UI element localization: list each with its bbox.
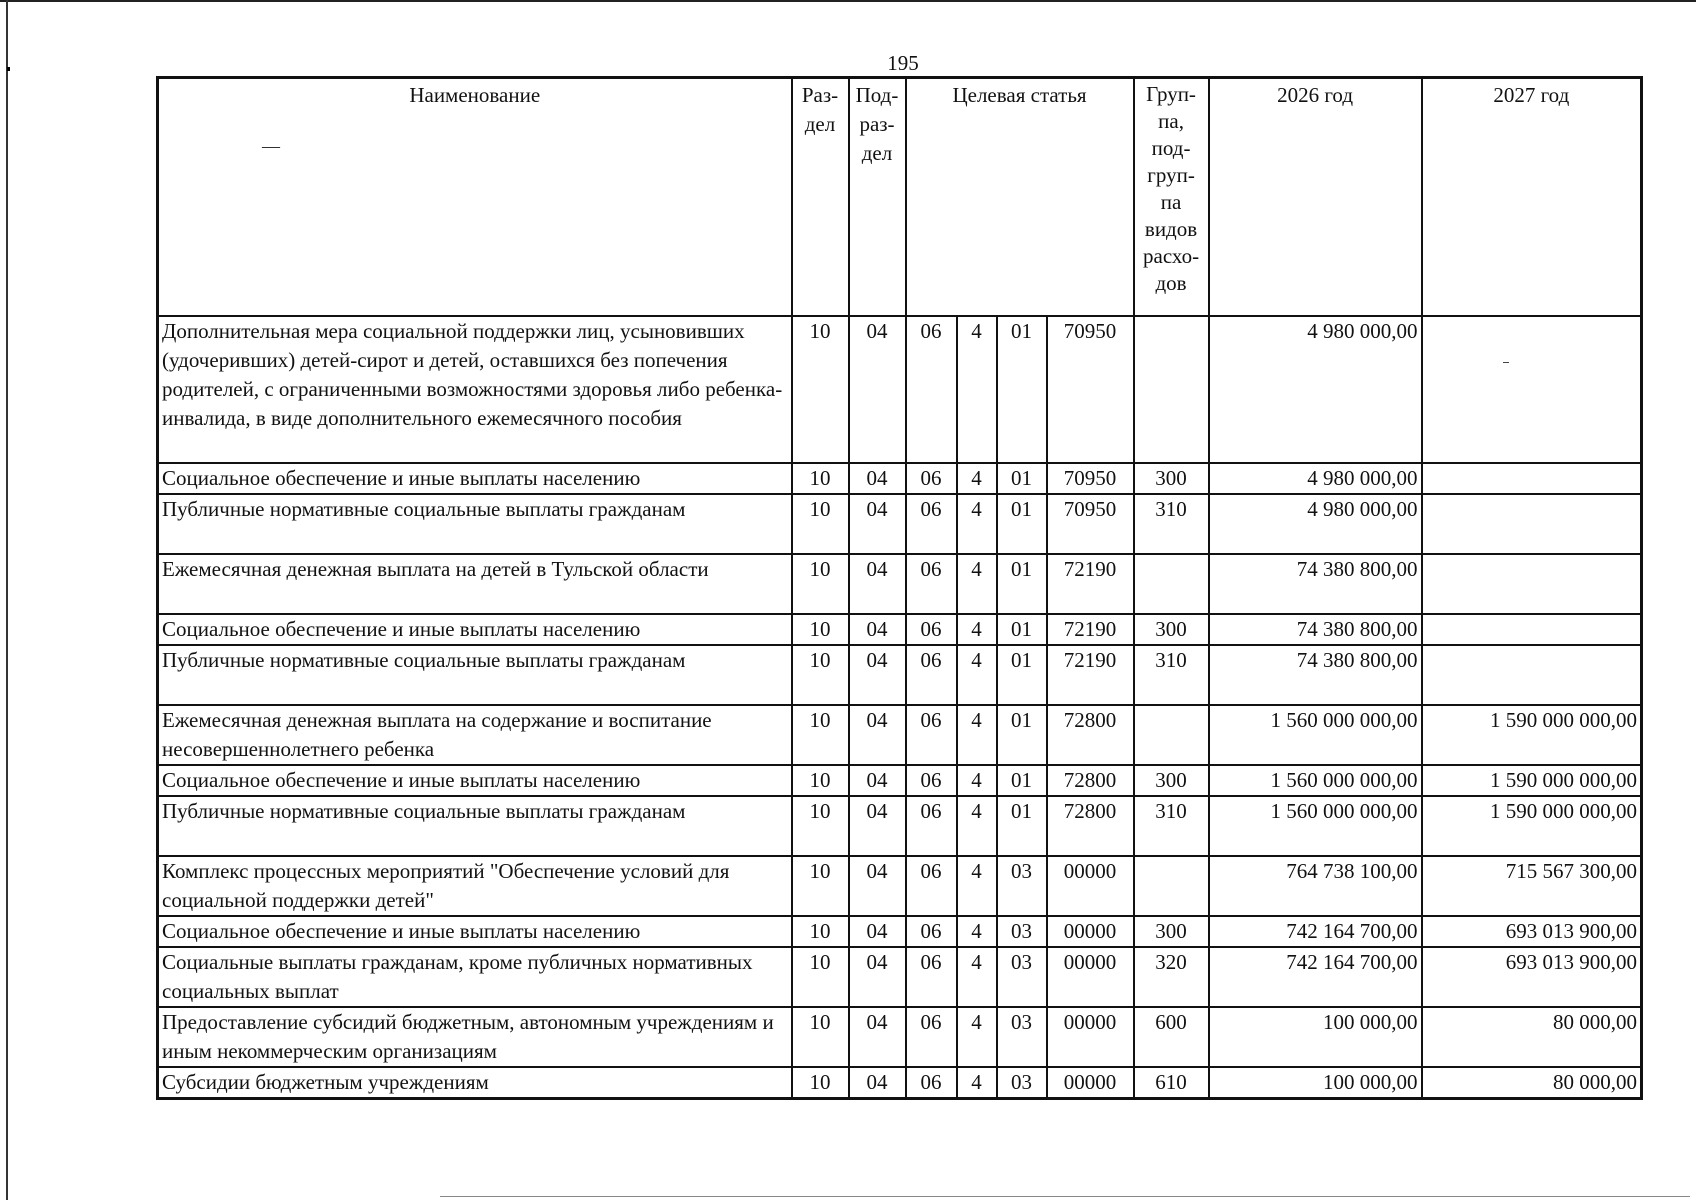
scan-border-bottom xyxy=(440,1196,1690,1197)
row-target-program: 06 xyxy=(906,316,957,463)
table-row xyxy=(158,494,1642,554)
table-row xyxy=(158,614,1642,645)
row-target-direction: 72190 xyxy=(1047,645,1134,705)
row-name: Предоставление субсидий бюджетным, автономным учреждениям и иным некоммерческим организациям xyxy=(158,1007,792,1067)
header-name-label: Наименование xyxy=(409,83,541,107)
row-target-direction: 00000 xyxy=(1047,1067,1134,1099)
row-target-complex: 01 xyxy=(997,463,1047,494)
row-expense-group xyxy=(1134,316,1209,463)
header-section: Раз- дел xyxy=(792,78,849,317)
row-target-direction: 72800 xyxy=(1047,765,1134,796)
header-target-article: Целевая статья xyxy=(906,78,1134,317)
row-amount-2026: 4 980 000,00 xyxy=(1209,494,1422,554)
row-target-direction: 00000 xyxy=(1047,947,1134,1007)
row-amount-2027 xyxy=(1422,316,1642,463)
scan-border-left xyxy=(6,0,8,1200)
row-subsection: 04 xyxy=(849,947,906,1007)
row-amount-2026: 74 380 800,00 xyxy=(1209,614,1422,645)
row-amount-2027 xyxy=(1422,463,1642,494)
row-target-type: 4 xyxy=(957,705,997,765)
table-row xyxy=(158,1067,1642,1099)
row-subsection: 04 xyxy=(849,1007,906,1067)
row-expense-group: 300 xyxy=(1134,463,1209,494)
row-subsection: 04 xyxy=(849,494,906,554)
table-row xyxy=(158,463,1642,494)
row-section: 10 xyxy=(792,947,849,1007)
row-section: 10 xyxy=(792,554,849,614)
row-amount-2026: 4 980 000,00 xyxy=(1209,463,1422,494)
row-target-complex: 01 xyxy=(997,796,1047,856)
row-target-type: 4 xyxy=(957,645,997,705)
row-amount-2027 xyxy=(1422,614,1642,645)
table-row xyxy=(158,947,1642,1007)
row-subsection: 04 xyxy=(849,463,906,494)
row-target-direction: 72190 xyxy=(1047,614,1134,645)
row-target-type: 4 xyxy=(957,916,997,947)
row-target-complex: 01 xyxy=(997,614,1047,645)
row-section: 10 xyxy=(792,796,849,856)
row-target-type: 4 xyxy=(957,494,997,554)
row-target-type: 4 xyxy=(957,1067,997,1099)
row-target-complex: 01 xyxy=(997,645,1047,705)
row-target-direction: 00000 xyxy=(1047,1007,1134,1067)
row-target-complex: 01 xyxy=(997,316,1047,463)
row-section: 10 xyxy=(792,494,849,554)
header-name xyxy=(158,78,792,317)
row-amount-2027: 693 013 900,00 xyxy=(1422,947,1642,1007)
row-target-complex: 01 xyxy=(997,705,1047,765)
row-amount-2026: 742 164 700,00 xyxy=(1209,916,1422,947)
row-amount-2027: 1 590 000 000,00 xyxy=(1422,705,1642,765)
row-target-program: 06 xyxy=(906,856,957,916)
row-section: 10 xyxy=(792,614,849,645)
row-amount-2026: 100 000,00 xyxy=(1209,1067,1422,1099)
row-target-complex: 03 xyxy=(997,947,1047,1007)
row-name: Социальное обеспечение и иные выплаты населению xyxy=(158,463,792,494)
row-section: 10 xyxy=(792,645,849,705)
dash-mark: — xyxy=(262,136,280,156)
row-subsection: 04 xyxy=(849,916,906,947)
table-row xyxy=(158,705,1642,765)
table-row xyxy=(158,796,1642,856)
row-amount-2027 xyxy=(1422,645,1642,705)
row-name: Социальные выплаты гражданам, кроме публичных нормативных социальных выплат xyxy=(158,947,792,1007)
row-amount-2027: 715 567 300,00 xyxy=(1422,856,1642,916)
row-subsection: 04 xyxy=(849,614,906,645)
row-expense-group: 310 xyxy=(1134,494,1209,554)
row-amount-2026: 100 000,00 xyxy=(1209,1007,1422,1067)
row-name: Социальное обеспечение и иные выплаты населению xyxy=(158,765,792,796)
row-amount-2027: 693 013 900,00 xyxy=(1422,916,1642,947)
row-amount-2026: 74 380 800,00 xyxy=(1209,554,1422,614)
row-target-direction: 70950 xyxy=(1047,463,1134,494)
row-target-program: 06 xyxy=(906,1067,957,1099)
table-row xyxy=(158,645,1642,705)
row-amount-2027: 80 000,00 xyxy=(1422,1067,1642,1099)
table-header-row xyxy=(158,78,1642,317)
row-subsection: 04 xyxy=(849,316,906,463)
row-name: Субсидии бюджетным учреждениям xyxy=(158,1067,792,1099)
row-amount-2027: 1 590 000 000,00 xyxy=(1422,765,1642,796)
row-target-complex: 03 xyxy=(997,1007,1047,1067)
row-amount-2027 xyxy=(1422,554,1642,614)
row-name: Комплекс процессных мероприятий "Обеспечение условий для социальной поддержки детей" xyxy=(158,856,792,916)
table-row xyxy=(158,316,1642,463)
header-subsection: Под- раз- дел xyxy=(849,78,906,317)
row-amount-2027 xyxy=(1422,494,1642,554)
row-target-program: 06 xyxy=(906,554,957,614)
row-target-type: 4 xyxy=(957,614,997,645)
row-target-direction: 72800 xyxy=(1047,796,1134,856)
row-subsection: 04 xyxy=(849,705,906,765)
row-section: 10 xyxy=(792,705,849,765)
row-amount-2026: 1 560 000 000,00 xyxy=(1209,765,1422,796)
row-target-direction: 00000 xyxy=(1047,916,1134,947)
header-year-2026: 2026 год xyxy=(1209,78,1422,317)
row-section: 10 xyxy=(792,1007,849,1067)
row-target-complex: 03 xyxy=(997,1067,1047,1099)
row-amount-2027: 1 590 000 000,00 xyxy=(1422,796,1642,856)
row-target-complex: 01 xyxy=(997,765,1047,796)
budget-table xyxy=(156,76,1643,1100)
row-expense-group: 310 xyxy=(1134,796,1209,856)
row-target-type: 4 xyxy=(957,947,997,1007)
table-row xyxy=(158,765,1642,796)
scan-border-top xyxy=(0,0,1696,2)
row-target-direction: 72800 xyxy=(1047,705,1134,765)
row-target-complex: 01 xyxy=(997,554,1047,614)
row-subsection: 04 xyxy=(849,765,906,796)
row-target-program: 06 xyxy=(906,463,957,494)
row-amount-2026: 4 980 000,00 xyxy=(1209,316,1422,463)
row-section: 10 xyxy=(792,316,849,463)
row-expense-group xyxy=(1134,856,1209,916)
row-name: Ежемесячная денежная выплата на содержание и воспитание несовершеннолетнего ребенка xyxy=(158,705,792,765)
row-subsection: 04 xyxy=(849,1067,906,1099)
row-amount-2026: 1 560 000 000,00 xyxy=(1209,796,1422,856)
row-target-direction: 72190 xyxy=(1047,554,1134,614)
row-target-complex: 01 xyxy=(997,494,1047,554)
table-row xyxy=(158,554,1642,614)
header-year-2027: 2027 год xyxy=(1422,78,1642,317)
row-name: Публичные нормативные социальные выплаты гражданам xyxy=(158,645,792,705)
row-amount-2026: 74 380 800,00 xyxy=(1209,645,1422,705)
row-target-program: 06 xyxy=(906,916,957,947)
row-name: Социальное обеспечение и иные выплаты населению xyxy=(158,916,792,947)
row-target-type: 4 xyxy=(957,554,997,614)
row-target-type: 4 xyxy=(957,765,997,796)
row-target-program: 06 xyxy=(906,1007,957,1067)
row-name: Публичные нормативные социальные выплаты гражданам xyxy=(158,494,792,554)
row-target-type: 4 xyxy=(957,316,997,463)
row-target-type: 4 xyxy=(957,463,997,494)
row-expense-group: 300 xyxy=(1134,916,1209,947)
row-target-type: 4 xyxy=(957,1007,997,1067)
row-expense-group: 300 xyxy=(1134,765,1209,796)
row-expense-group: 610 xyxy=(1134,1067,1209,1099)
row-target-program: 06 xyxy=(906,765,957,796)
row-target-program: 06 xyxy=(906,494,957,554)
row-expense-group xyxy=(1134,705,1209,765)
row-target-program: 06 xyxy=(906,705,957,765)
row-amount-2026: 742 164 700,00 xyxy=(1209,947,1422,1007)
row-section: 10 xyxy=(792,1067,849,1099)
row-subsection: 04 xyxy=(849,554,906,614)
row-target-direction: 00000 xyxy=(1047,856,1134,916)
row-target-direction: 70950 xyxy=(1047,316,1134,463)
row-target-program: 06 xyxy=(906,796,957,856)
row-subsection: 04 xyxy=(849,645,906,705)
row-name: Дополнительная мера социальной поддержки лиц, усыновивших (удочеривших) детей-сирот и детей, оставшихся без попечения родителей, с ограниченными возможностями здоровья либо ребенка-инвалида, в виде дополнительного ежемесячного пособия xyxy=(158,316,792,463)
row-target-type: 4 xyxy=(957,796,997,856)
row-target-program: 06 xyxy=(906,947,957,1007)
row-section: 10 xyxy=(792,765,849,796)
header-expense-group: Груп- па, под- груп- па видов расхо- дов xyxy=(1134,78,1209,317)
row-target-program: 06 xyxy=(906,614,957,645)
row-expense-group: 320 xyxy=(1134,947,1209,1007)
row-subsection: 04 xyxy=(849,856,906,916)
row-target-direction: 70950 xyxy=(1047,494,1134,554)
page-number: 195 xyxy=(887,51,919,75)
row-target-type: 4 xyxy=(957,856,997,916)
row-amount-2026: 764 738 100,00 xyxy=(1209,856,1422,916)
row-target-complex: 03 xyxy=(997,916,1047,947)
row-subsection: 04 xyxy=(849,796,906,856)
row-target-complex: 03 xyxy=(997,856,1047,916)
table-row xyxy=(158,856,1642,916)
row-amount-2027: 80 000,00 xyxy=(1422,1007,1642,1067)
row-expense-group xyxy=(1134,554,1209,614)
row-expense-group: 300 xyxy=(1134,614,1209,645)
row-name: Публичные нормативные социальные выплаты гражданам xyxy=(158,796,792,856)
row-section: 10 xyxy=(792,463,849,494)
row-target-program: 06 xyxy=(906,645,957,705)
row-name: Ежемесячная денежная выплата на детей в Тульской области xyxy=(158,554,792,614)
table-row xyxy=(158,916,1642,947)
row-section: 10 xyxy=(792,856,849,916)
table-row xyxy=(158,1007,1642,1067)
row-amount-2026: 1 560 000 000,00 xyxy=(1209,705,1422,765)
row-expense-group: 310 xyxy=(1134,645,1209,705)
row-name: Социальное обеспечение и иные выплаты населению xyxy=(158,614,792,645)
row-section: 10 xyxy=(792,916,849,947)
row-expense-group: 600 xyxy=(1134,1007,1209,1067)
